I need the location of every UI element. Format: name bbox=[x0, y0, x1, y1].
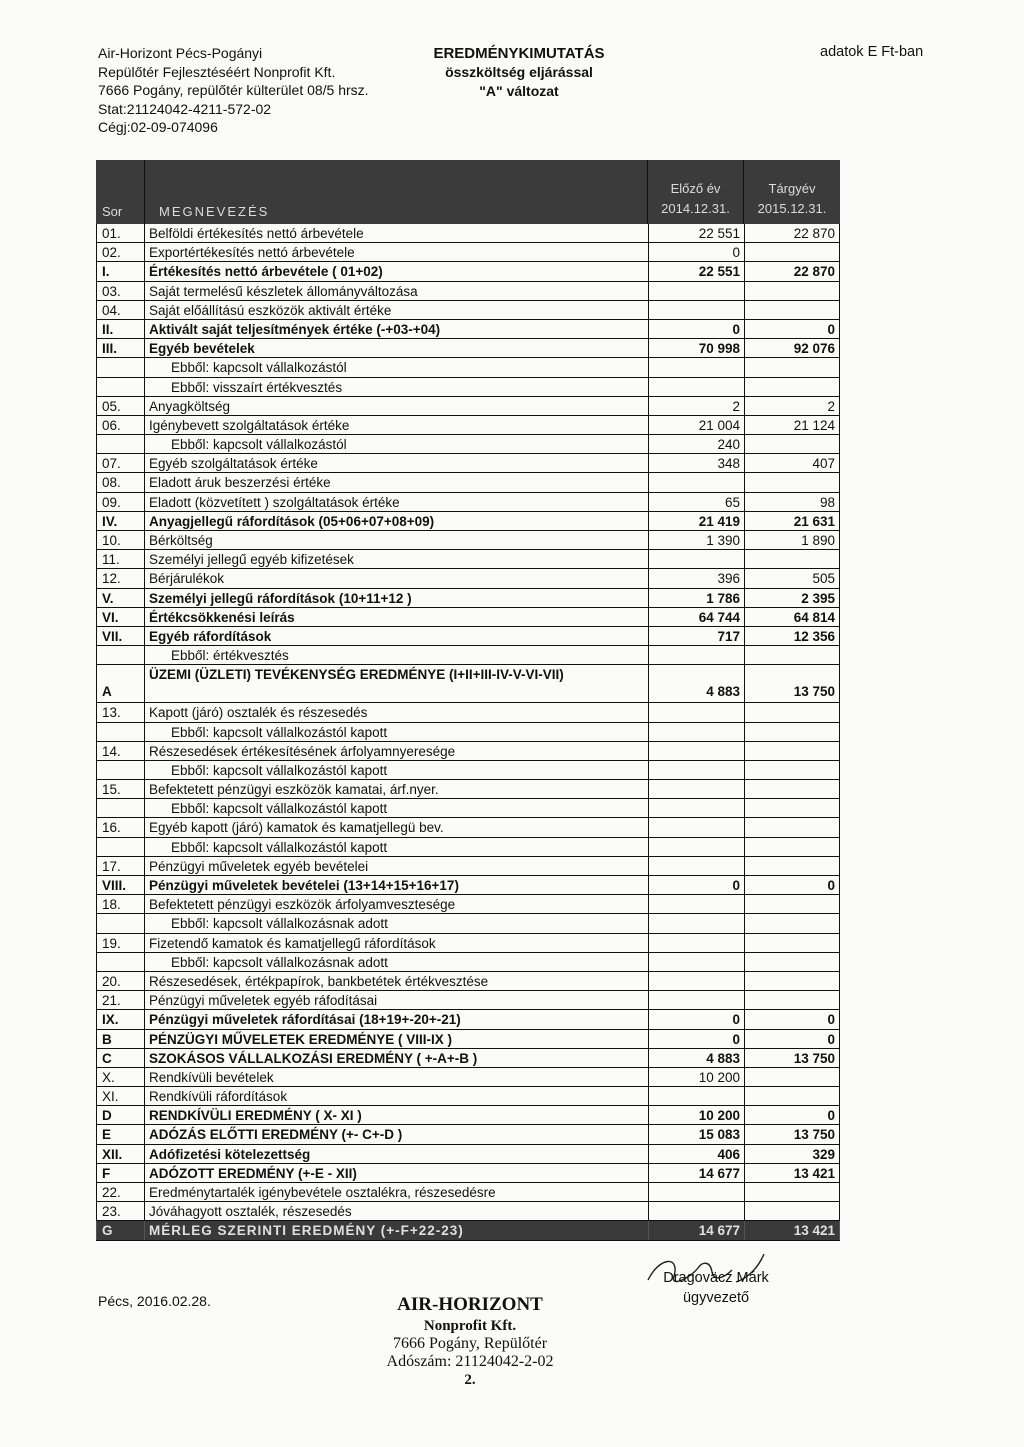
row-number: IV. bbox=[96, 512, 145, 530]
table-row bbox=[96, 838, 840, 857]
table-row bbox=[96, 550, 840, 569]
current-year-value bbox=[744, 914, 840, 932]
prev-year-value bbox=[648, 1087, 744, 1105]
table-row bbox=[96, 1202, 840, 1221]
prev-year-value bbox=[648, 378, 744, 396]
row-number: 15. bbox=[96, 780, 145, 798]
prev-year-value bbox=[648, 857, 744, 875]
current-year-value: 0 bbox=[744, 1010, 840, 1028]
column-header-prev-date: 2014.12.31. bbox=[661, 201, 730, 216]
row-label: Rendkívüli bevételek bbox=[149, 1069, 274, 1085]
row-label: Pénzügyi műveletek egyéb ráfodításai bbox=[149, 993, 378, 1009]
row-label: Ebből: kapcsolt vállalkozástól bbox=[171, 360, 347, 376]
current-year-value bbox=[744, 934, 840, 952]
prev-year-value bbox=[648, 473, 744, 491]
row-number: I. bbox=[96, 262, 145, 280]
prev-year-value bbox=[648, 934, 744, 952]
current-year-value bbox=[744, 1087, 840, 1105]
prev-year-value: 0 bbox=[648, 243, 744, 261]
row-number: 19. bbox=[96, 934, 145, 952]
signer-block bbox=[646, 1268, 786, 1308]
row-number: 12. bbox=[96, 569, 145, 587]
stamp-line-3: 7666 Pogány, Repülőtér bbox=[392, 1335, 548, 1352]
current-year-value: 22 870 bbox=[744, 262, 840, 280]
prev-year-value: 4 883 bbox=[648, 665, 744, 702]
row-number: 14. bbox=[96, 742, 145, 760]
current-year-value: 21 124 bbox=[744, 416, 840, 434]
row-number: 09. bbox=[96, 493, 145, 511]
row-number bbox=[96, 799, 145, 817]
prev-year-value bbox=[648, 550, 744, 568]
table-row bbox=[96, 416, 840, 435]
current-year-value: 64 814 bbox=[744, 608, 840, 626]
row-number: 16. bbox=[96, 818, 145, 836]
prev-year-value bbox=[648, 780, 744, 798]
row-number: 18. bbox=[96, 895, 145, 913]
table-row bbox=[96, 378, 840, 397]
table-row bbox=[96, 1068, 840, 1087]
row-label: Pénzügyi műveletek bevételei (13+14+15+16+17) bbox=[149, 878, 459, 893]
row-number: IX. bbox=[96, 1010, 145, 1028]
current-year-value bbox=[744, 1183, 840, 1201]
current-year-value bbox=[744, 818, 840, 836]
row-number: 02. bbox=[96, 243, 145, 261]
current-year-value bbox=[744, 703, 840, 721]
table-row bbox=[96, 953, 840, 972]
current-year-value bbox=[744, 953, 840, 971]
current-year-value bbox=[744, 550, 840, 568]
current-year-value: 2 bbox=[744, 397, 840, 415]
table-row bbox=[96, 857, 840, 876]
table-row bbox=[96, 435, 840, 454]
prev-year-value: 64 744 bbox=[648, 608, 744, 626]
current-year-value bbox=[744, 358, 840, 376]
row-number: II. bbox=[96, 320, 145, 338]
prev-year-value: 396 bbox=[648, 569, 744, 587]
table-row bbox=[96, 512, 840, 531]
table-row bbox=[96, 531, 840, 550]
current-year-value bbox=[744, 378, 840, 396]
document-title-block bbox=[424, 44, 614, 101]
row-label: Kapott (járó) osztalék és részesedés bbox=[149, 705, 368, 721]
row-label: MÉRLEG SZERINTI EREDMÉNY (+-F+22-23) bbox=[149, 1223, 464, 1239]
table-row bbox=[96, 742, 840, 761]
signer-name: Dragoväcz Márk bbox=[663, 1270, 769, 1286]
row-number: 22. bbox=[96, 1183, 145, 1201]
row-label: PÉNZÜGYI MŰVELETEK EREDMÉNYE ( VIII-IX ) bbox=[149, 1031, 453, 1047]
row-label: Ebből: kapcsolt vállalkozásnak adott bbox=[171, 916, 388, 932]
current-year-value: 407 bbox=[744, 454, 840, 472]
current-year-value bbox=[744, 838, 840, 856]
prev-year-value bbox=[648, 799, 744, 817]
row-number: 13. bbox=[96, 703, 145, 721]
row-label: Ebből: kapcsolt vállalkozástól kapott bbox=[171, 724, 388, 740]
row-number: 23. bbox=[96, 1202, 145, 1220]
row-label: Pénzügyi műveletek egyéb bevételei bbox=[149, 858, 369, 874]
row-number bbox=[96, 358, 145, 376]
table-row bbox=[96, 627, 840, 646]
table-row bbox=[96, 895, 840, 914]
row-label: Saját előállítású eszközök aktivált értéke bbox=[149, 302, 392, 318]
table-row bbox=[96, 608, 840, 627]
row-number: VII. bbox=[96, 627, 145, 645]
row-label: Eladott áruk beszerzési értéke bbox=[149, 475, 331, 491]
prev-year-value: 240 bbox=[648, 435, 744, 453]
row-label: SZOKÁSOS VÁLLALKOZÁSI EREDMÉNY ( +-A+-B ) bbox=[149, 1050, 478, 1066]
table-row bbox=[96, 703, 840, 722]
row-label: Ebből: kapcsolt vállalkozástól kapott bbox=[171, 801, 388, 817]
company-stamp bbox=[360, 1293, 580, 1389]
prev-year-value: 406 bbox=[648, 1145, 744, 1163]
current-year-value: 0 bbox=[744, 320, 840, 338]
stamp-line-4: Adószám: 21124042-2-02 bbox=[386, 1353, 554, 1370]
row-number bbox=[96, 953, 145, 971]
table-row bbox=[96, 262, 840, 281]
table-row bbox=[96, 723, 840, 742]
table-row bbox=[96, 1010, 840, 1029]
row-label: Részesedések, értékpapírok, bankbetétek értékvesztése bbox=[149, 973, 489, 989]
prev-year-value: 10 200 bbox=[648, 1106, 744, 1124]
row-label: ÜZEMI (ÜZLETI) TEVÉKENYSÉG EREDMÉNYE (I+II+III-IV-V-VI-VII) bbox=[149, 667, 564, 683]
row-label: Személyi jellegű egyéb kifizetések bbox=[149, 552, 354, 568]
row-label: Ebből: visszaírt értékvesztés bbox=[171, 379, 343, 395]
table-row bbox=[96, 934, 840, 953]
prev-year-value: 22 551 bbox=[648, 224, 744, 242]
row-label: Bérköltség bbox=[149, 533, 213, 548]
prev-year-value: 15 083 bbox=[648, 1125, 744, 1143]
column-header-prev-label: Előző év bbox=[670, 181, 721, 196]
current-year-value bbox=[744, 1202, 840, 1220]
table-row bbox=[96, 914, 840, 933]
stamp-line-1: AIR-HORIZONT bbox=[397, 1294, 543, 1315]
row-label: Egyéb kapott (járó) kamatok és kamatjellegü bev. bbox=[149, 820, 444, 836]
row-label: Részesedések értékesítésének árfolyamnyeresége bbox=[149, 743, 456, 759]
prev-year-value: 14 677 bbox=[648, 1164, 744, 1182]
row-number: 21. bbox=[96, 991, 145, 1009]
current-year-value bbox=[744, 799, 840, 817]
current-year-value bbox=[744, 646, 840, 664]
prev-year-value bbox=[648, 703, 744, 721]
prev-year-value: 21 419 bbox=[648, 512, 744, 530]
prev-year-value: 1 390 bbox=[648, 531, 744, 549]
row-number: 03. bbox=[96, 282, 145, 300]
row-label: Saját termelésű készletek állományváltozása bbox=[149, 283, 418, 299]
current-year-value bbox=[744, 761, 840, 779]
column-header-sor: Sor bbox=[96, 160, 145, 224]
row-label: Egyéb szolgáltatások értéke bbox=[149, 456, 318, 472]
row-number: 10. bbox=[96, 531, 145, 549]
current-year-value: 0 bbox=[744, 876, 840, 894]
current-year-value bbox=[744, 780, 840, 798]
table-row bbox=[96, 454, 840, 473]
row-number: III. bbox=[96, 339, 145, 357]
prev-year-value: 22 551 bbox=[648, 262, 744, 280]
current-year-value: 329 bbox=[744, 1145, 840, 1163]
row-label: Értékesítés nettó árbevétele ( 01+02) bbox=[149, 264, 383, 280]
prev-year-value: 4 883 bbox=[648, 1049, 744, 1067]
prev-year-value bbox=[648, 301, 744, 319]
row-number: XII. bbox=[96, 1145, 145, 1163]
row-number: 01. bbox=[96, 224, 145, 242]
current-year-value bbox=[744, 435, 840, 453]
current-year-value bbox=[744, 243, 840, 261]
table-header bbox=[96, 160, 840, 224]
row-number: 05. bbox=[96, 397, 145, 415]
row-label: Belföldi értékesítés nettó árbevétele bbox=[149, 226, 364, 241]
column-header-name: MEGNEVEZÉS bbox=[145, 160, 648, 224]
table-row bbox=[96, 761, 840, 780]
prev-year-value: 1 786 bbox=[648, 589, 744, 607]
row-label: ADÓZÁS ELŐTTI EREDMÉNY (+- C+-D ) bbox=[149, 1127, 403, 1143]
stamp-line-5: 2. bbox=[464, 1372, 476, 1388]
row-label: Jóváhagyott osztalék, részesedés bbox=[149, 1204, 352, 1220]
row-number: V. bbox=[96, 589, 145, 607]
company-name: Air-Horizont Pécs-Pogányi bbox=[98, 45, 263, 61]
prev-year-value: 10 200 bbox=[648, 1068, 744, 1086]
prev-year-value bbox=[648, 991, 744, 1009]
table-row bbox=[96, 1030, 840, 1049]
table-row bbox=[96, 1049, 840, 1068]
prev-year-value: 717 bbox=[648, 627, 744, 645]
table-row bbox=[96, 876, 840, 895]
stamp-line-2: Nonprofit Kft. bbox=[423, 1318, 517, 1334]
row-number bbox=[96, 723, 145, 741]
prev-year-value bbox=[648, 282, 744, 300]
current-year-value: 13 421 bbox=[744, 1221, 840, 1240]
row-number: X. bbox=[96, 1068, 145, 1086]
row-label: Aktivált saját teljesítmények értéke (-+03-+04) bbox=[149, 321, 441, 337]
prev-year-value bbox=[648, 723, 744, 741]
row-label: RENDKÍVÜLI EREDMÉNY ( X- XI ) bbox=[149, 1108, 362, 1124]
table-row bbox=[96, 1106, 840, 1125]
row-number bbox=[96, 378, 145, 396]
signer-title: ügyvezető bbox=[682, 1290, 750, 1306]
column-header-prev bbox=[648, 160, 744, 224]
row-label: Pénzügyi műveletek ráfordításai (18+19+-20+-21) bbox=[149, 1012, 461, 1028]
table-row bbox=[96, 473, 840, 492]
table-row bbox=[96, 1183, 840, 1202]
table-row bbox=[96, 320, 840, 339]
row-number: 08. bbox=[96, 473, 145, 491]
table-row bbox=[96, 589, 840, 608]
company-registration-number: Cégj:02-09-074096 bbox=[98, 119, 218, 135]
prev-year-value: 70 998 bbox=[648, 339, 744, 357]
current-year-value: 0 bbox=[744, 1106, 840, 1124]
current-year-value: 0 bbox=[744, 1030, 840, 1048]
document-subtitle: összköltség eljárással bbox=[445, 64, 593, 80]
row-number: E bbox=[96, 1125, 145, 1143]
column-header-curr-date: 2015.12.31. bbox=[757, 201, 827, 216]
table-row bbox=[96, 358, 840, 377]
current-year-value: 98 bbox=[744, 493, 840, 511]
table-row bbox=[96, 1221, 840, 1241]
row-number: 06. bbox=[96, 416, 145, 434]
current-year-value: 21 631 bbox=[744, 512, 840, 530]
row-label: Adófizetési kötelezettség bbox=[149, 1146, 311, 1162]
prev-year-value bbox=[648, 761, 744, 779]
row-number: A bbox=[96, 665, 145, 702]
row-number: G bbox=[96, 1221, 145, 1240]
company-stat-number: Stat:21124042-4211-572-02 bbox=[98, 100, 272, 117]
row-number: B bbox=[96, 1030, 145, 1048]
company-address: 7666 Pogány, repülőtér külterület 08/5 hrsz. bbox=[98, 82, 369, 98]
prev-year-value: 348 bbox=[648, 454, 744, 472]
current-year-value: 22 870 bbox=[744, 224, 840, 242]
row-label: Eladott (közvetített ) szolgáltatások értéke bbox=[149, 494, 400, 510]
row-label: Befektetett pénzügyi eszközök árfolyamveszteségе bbox=[149, 897, 456, 913]
row-label: Igénybevett szolgáltatások értéke bbox=[149, 417, 350, 433]
row-label: Befektetett pénzügyi eszközök kamatai, árf.nyer. bbox=[149, 782, 439, 798]
prev-year-value: 0 bbox=[648, 320, 744, 338]
table-row bbox=[96, 339, 840, 358]
row-label: Bérjárulékok bbox=[149, 571, 225, 587]
table-row bbox=[96, 1087, 840, 1106]
row-label: Ebből: kapcsolt vállalkozásnak adott bbox=[171, 954, 388, 970]
row-label: ADÓZOTT EREDMÉNY (+-E - XII) bbox=[149, 1165, 357, 1181]
prev-year-value: 14 677 bbox=[648, 1221, 744, 1240]
row-label: Egyéb ráfordítások bbox=[149, 628, 272, 644]
prev-year-value bbox=[648, 953, 744, 971]
column-header-curr bbox=[744, 160, 840, 224]
row-label: Ebből: kapcsolt vállalkozástól kapott bbox=[171, 762, 388, 778]
document-variant: "A" változat bbox=[479, 83, 559, 99]
row-number: VI. bbox=[96, 608, 145, 626]
column-header-curr-label: Tárgyév bbox=[768, 181, 816, 196]
place-date: Pécs, 2016.02.28. bbox=[98, 1293, 211, 1309]
document-title: EREDMÉNYKIMUTATÁS bbox=[433, 45, 605, 62]
row-label: Fizetendő kamatok és kamatjellegű ráfordítások bbox=[149, 935, 436, 951]
prev-year-value bbox=[648, 742, 744, 760]
prev-year-value: 0 bbox=[648, 1010, 744, 1028]
table-row bbox=[96, 818, 840, 837]
row-number: F bbox=[96, 1164, 145, 1182]
current-year-value: 2 395 bbox=[744, 589, 840, 607]
current-year-value: 13 750 bbox=[744, 1049, 840, 1067]
current-year-value: 12 356 bbox=[744, 627, 840, 645]
prev-year-value bbox=[648, 972, 744, 990]
row-label: Értékcsökkenési leírás bbox=[149, 609, 295, 625]
row-label: Eredménytartalék igénybevétele osztalékra, részesedésre bbox=[149, 1185, 496, 1200]
income-statement-table bbox=[96, 160, 840, 1241]
table-row bbox=[96, 799, 840, 818]
prev-year-value bbox=[648, 914, 744, 932]
current-year-value bbox=[744, 1068, 840, 1086]
row-label: Egyéb bevételek bbox=[149, 341, 255, 357]
row-number: C bbox=[96, 1049, 145, 1067]
table-row bbox=[96, 780, 840, 799]
table-row bbox=[96, 646, 840, 665]
current-year-value bbox=[744, 473, 840, 491]
current-year-value: 13 421 bbox=[744, 1164, 840, 1182]
table-row bbox=[96, 397, 840, 416]
current-year-value bbox=[744, 972, 840, 990]
current-year-value: 13 750 bbox=[744, 665, 840, 702]
table-row bbox=[96, 243, 840, 262]
table-row bbox=[96, 665, 840, 703]
row-label: Ebből: értékvesztés bbox=[171, 648, 289, 664]
table-row bbox=[96, 1164, 840, 1183]
current-year-value: 1 890 bbox=[744, 531, 840, 549]
company-subname: Repülőtér Fejlesztéséért Nonprofit Kft. bbox=[98, 63, 336, 80]
current-year-value bbox=[744, 723, 840, 741]
row-number: D bbox=[96, 1106, 145, 1124]
row-number: 07. bbox=[96, 454, 145, 472]
prev-year-value: 65 bbox=[648, 493, 744, 511]
current-year-value bbox=[744, 301, 840, 319]
current-year-value: 92 076 bbox=[744, 339, 840, 357]
row-number bbox=[96, 435, 145, 453]
row-label: Személyi jellegű ráfordítások (10+11+12 ) bbox=[149, 590, 412, 606]
table-row bbox=[96, 1125, 840, 1144]
row-number bbox=[96, 914, 145, 932]
prev-year-value bbox=[648, 838, 744, 856]
current-year-value: 13 750 bbox=[744, 1125, 840, 1143]
table-row bbox=[96, 1145, 840, 1164]
unit-note: adatok E Ft-ban bbox=[820, 44, 924, 60]
row-number: VIII. bbox=[96, 876, 145, 894]
table-body bbox=[96, 224, 840, 1241]
table-row bbox=[96, 301, 840, 320]
table-row bbox=[96, 224, 840, 243]
prev-year-value: 0 bbox=[648, 1030, 744, 1048]
prev-year-value: 2 bbox=[648, 397, 744, 415]
row-label: Anyagjellegű ráfordítások (05+06+07+08+09) bbox=[149, 513, 435, 529]
table-row bbox=[96, 569, 840, 588]
row-number: 04. bbox=[96, 301, 145, 319]
current-year-value bbox=[744, 857, 840, 875]
prev-year-value: 0 bbox=[648, 876, 744, 894]
table-row bbox=[96, 282, 840, 301]
row-number bbox=[96, 838, 145, 856]
row-label: Ebből: kapcsolt vállalkozástól bbox=[171, 437, 347, 453]
prev-year-value bbox=[648, 358, 744, 376]
row-label: Anyagköltség bbox=[149, 398, 231, 414]
row-label: Ebből: kapcsolt vállalkozástól kapott bbox=[171, 839, 388, 855]
current-year-value bbox=[744, 282, 840, 300]
current-year-value bbox=[744, 991, 840, 1009]
company-info bbox=[98, 44, 369, 137]
prev-year-value bbox=[648, 818, 744, 836]
current-year-value bbox=[744, 742, 840, 760]
row-number bbox=[96, 646, 145, 664]
row-number bbox=[96, 761, 145, 779]
row-label: Exportértékesítés nettó árbevétele bbox=[149, 245, 355, 261]
prev-year-value bbox=[648, 895, 744, 913]
row-label: Rendkívüli ráfordítások bbox=[149, 1089, 288, 1105]
row-number: XI. bbox=[96, 1087, 145, 1105]
current-year-value: 505 bbox=[744, 569, 840, 587]
table-row bbox=[96, 991, 840, 1010]
prev-year-value bbox=[648, 1183, 744, 1201]
row-number: 17. bbox=[96, 857, 145, 875]
table-row bbox=[96, 972, 840, 991]
row-number: 20. bbox=[96, 972, 145, 990]
row-number: 11. bbox=[96, 550, 145, 568]
prev-year-value bbox=[648, 646, 744, 664]
prev-year-value: 21 004 bbox=[648, 416, 744, 434]
prev-year-value bbox=[648, 1202, 744, 1220]
table-row bbox=[96, 493, 840, 512]
current-year-value bbox=[744, 895, 840, 913]
